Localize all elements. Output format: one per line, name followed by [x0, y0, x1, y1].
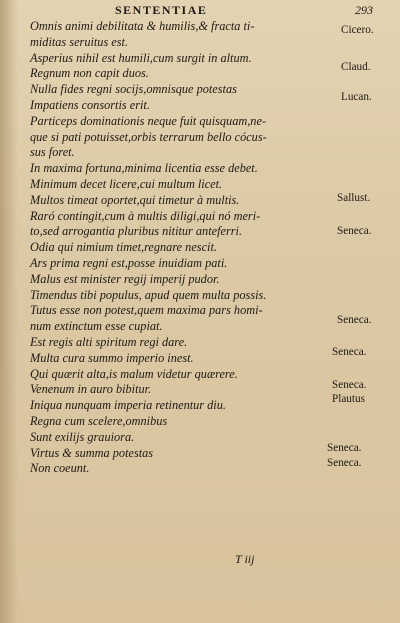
- text-line: Raró contingit,cum à multis diligi,qui nó meri-: [30, 208, 261, 223]
- text-line: Particeps dominationis neque fuit quisquam,ne-: [30, 113, 267, 128]
- sidenote-seneca-4: Seneca.: [332, 379, 367, 391]
- text-line: Sunt exilijs grauiora.: [30, 429, 135, 444]
- text-line: to,sed arrogantia pluribus nititur anteferri.: [30, 224, 243, 239]
- text-line: Non coeunt.: [30, 461, 90, 476]
- text-line: num extinctum esse cupiat.: [30, 319, 163, 334]
- text-line: Timendus tibi populus, apud quem multa possis.: [30, 287, 267, 302]
- text-line: Minimum decet licere,cui multum licet.: [30, 176, 223, 191]
- text-line: Omnis animi debilitata & humilis,& fracta ti-: [30, 19, 255, 33]
- text-line: que si pati potuisset,orbis terrarum bello cócus-: [30, 129, 267, 144]
- text-line: Virtus & summa potestas: [30, 445, 154, 460]
- text-line: Tutus esse non potest,quem maxima pars homi-: [30, 303, 263, 318]
- text-line: Malus est minister regij imperij pudor.: [30, 271, 220, 286]
- text-line: Regna cum scelere,omnibus: [30, 413, 168, 428]
- text-line: Regnum non capit duos.: [30, 66, 149, 81]
- text-line: Multa cura summo imperio inest.: [30, 350, 194, 365]
- sidenote-seneca-3: Seneca.: [332, 346, 367, 358]
- text-line: sus foret.: [30, 145, 75, 160]
- text-line: In maxima fortuna,minima licentia esse debet.: [30, 161, 258, 176]
- text-line: Qui quærit alta,is malum videtur quærere.: [30, 366, 238, 381]
- sidenote-sallust: Sallust.: [337, 192, 371, 204]
- text-line: Iniqua nunquam imperia retinentur diu.: [30, 398, 226, 413]
- sententiae-text: [30, 19, 330, 477]
- sidenote-seneca-5: Seneca.: [327, 442, 362, 454]
- text-line: Impatiens consortis erit.: [30, 97, 150, 112]
- sidenote-claud: Claud.: [341, 61, 371, 73]
- text-line: Ars prima regni est,posse inuidiam pati.: [30, 255, 228, 270]
- text-line: Est regis alti spiritum regi dare.: [30, 334, 188, 349]
- page-number: 293: [355, 3, 373, 17]
- sidenote-plautus: Plautus: [332, 393, 365, 405]
- text-line: Venenum in auro bibitur.: [30, 382, 152, 397]
- sidenote-lucan: Lucan.: [341, 91, 372, 103]
- sidenote-seneca-1: Seneca.: [337, 225, 372, 237]
- text-line: Asperius nihil est humili,cum surgit in altum.: [30, 50, 252, 65]
- sidenote-seneca-2: Seneca.: [337, 314, 372, 326]
- sidenote-seneca-6: Seneca.: [327, 457, 362, 469]
- text-line: Odia qui nimium timet,regnare nescit.: [30, 240, 217, 255]
- sidenote-cicero: Cicero.: [341, 24, 374, 36]
- running-head: SENTENTIAE: [115, 3, 208, 17]
- signature-mark: T iij: [235, 552, 255, 566]
- text-line: miditas seruitus est.: [30, 34, 129, 49]
- text-line: Multos timeat oportet,qui timetur à multis.: [30, 192, 240, 207]
- text-line: Nulla fides regni socijs,omnisque potestas: [30, 82, 237, 97]
